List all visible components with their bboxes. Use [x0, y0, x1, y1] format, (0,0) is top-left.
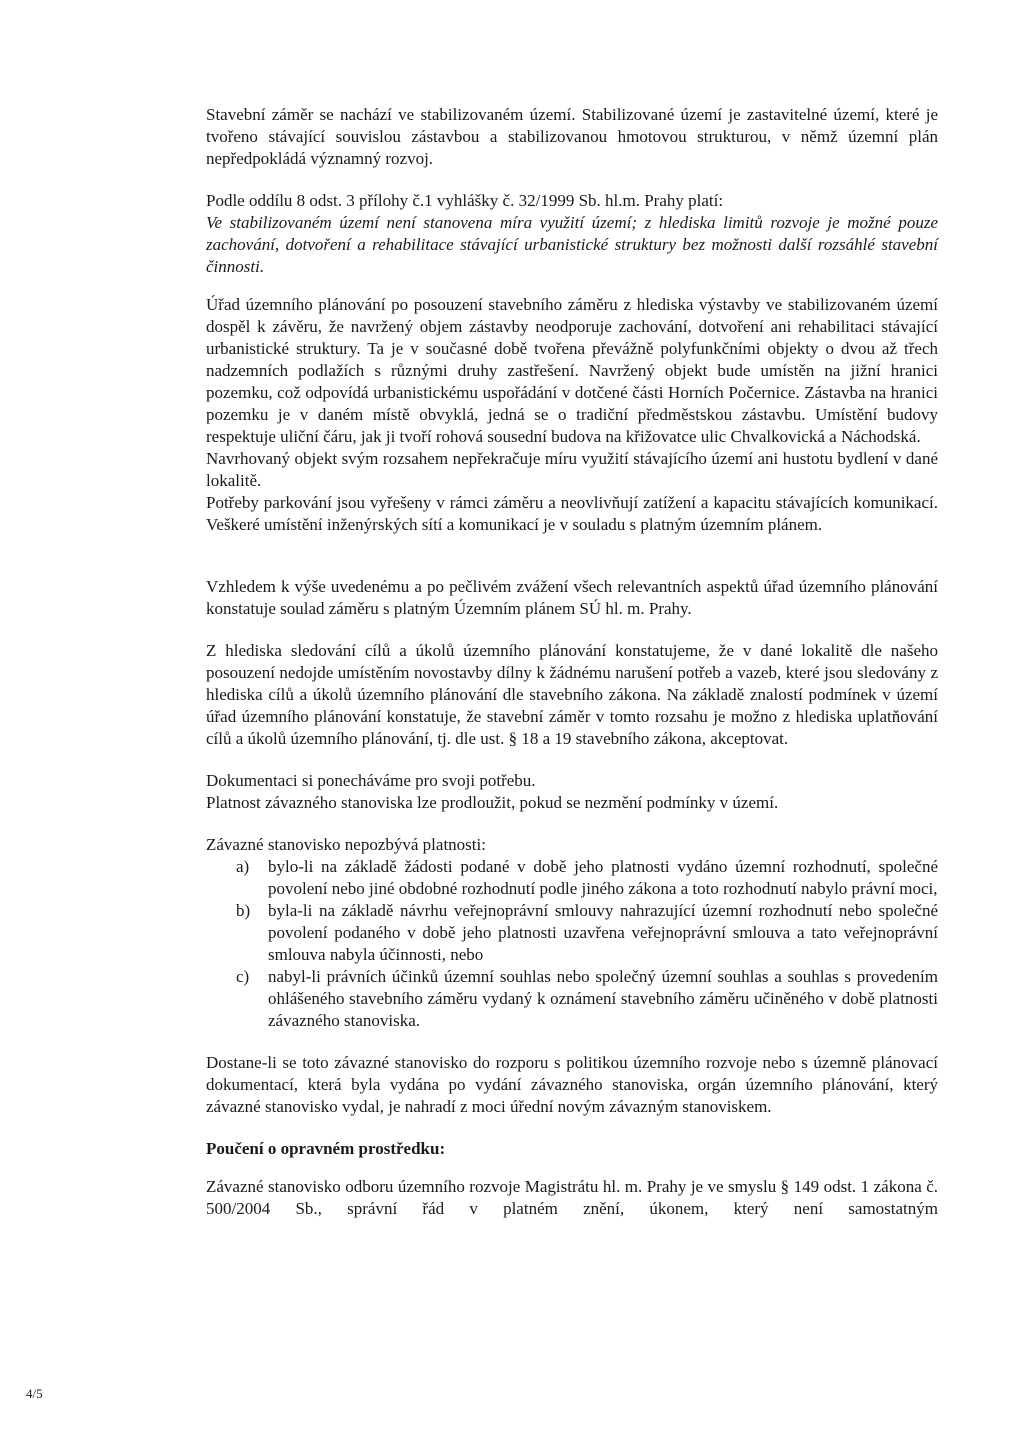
remedy-heading: Poučení o opravném prostředku:	[206, 1139, 446, 1158]
goals-paragraph: Z hlediska sledování cílů a úkolů územního plánování konstatujeme, že v dané lokalitě dle našeho posouzení nedojde umístěním novostavby dílny k žádnému narušení potřeb a vazeb, které jsou sledovány z hlediska cílů a úkolů územního plánování dle stavebního zákona. Na základě znalostí podmínek v území úřad územního plánování konstatuje, že stavební záměr v tomto rozsahu je možno z hlediska uplatňování cílů a úkolů územního plánování, tj. dle ust. § 18 a 19 stavebního zákona, akceptovat.	[206, 641, 938, 748]
documentation-line: Dokumentaci si ponecháváme pro svoji potřebu.	[206, 771, 536, 790]
regulation-quote: Ve stabilizovaném území není stanovena míra využití území; z hlediska limitů rozvoje je možné pouze zachování, dotvoření a rehabilitace stávající urbanistické struktury bez možnosti další rozsáhlé stavební činnosti.	[206, 213, 938, 276]
expiry-condition-marker: a)	[236, 857, 250, 876]
validity-line: Platnost závazného stanoviska lze prodloužit, pokud se nezmění podmínky v území.	[206, 793, 779, 812]
page-number: 4/5	[26, 1386, 43, 1401]
intro-paragraph: Stavební záměr se nachází ve stabilizovaném území. Stabilizované území je zastavitelné území, které je tvořeno stávající souvislou zástavbou a stabilizovanou hmotovou strukturou, v němž územní plán nepředpokládá významný rozvoj.	[206, 105, 938, 168]
expiry-condition-item	[206, 856, 938, 900]
expiry-condition-text: bylo-li na základě žádosti podané v době jeho platnosti vydáno územní rozhodnutí, společné povolení nebo jiné obdobné rozhodnutí podle jiného zákona a toto rozhodnutí nabylo právní moci,	[268, 857, 938, 898]
expiry-condition-text: byla-li na základě návrhu veřejnoprávní smlouvy nahrazující územní rozhodnutí nebo společné povolení podaného v době jeho platnosti uzavřena veřejnoprávní smlouva a tato veřejnoprávní smlouva nabyla účinnosti, nebo	[268, 901, 938, 964]
expiry-conditions-list	[206, 856, 938, 1032]
regulation-reference: Podle oddílu 8 odst. 3 přílohy č.1 vyhlášky č. 32/1999 Sb. hl.m. Prahy platí:	[206, 191, 724, 210]
expiry-condition-text: nabyl-li právních účinků územní souhlas nebo společný územní souhlas a souhlas s provedením ohlášeného stavebního záměru vydaný k oznámení stavebního záměru učiněného v době platnosti závazného stanoviska.	[268, 967, 938, 1030]
remedy-paragraph: Závazné stanovisko odboru územního rozvoje Magistrátu hl. m. Prahy je ve smyslu § 149 odst. 1 zákona č. 500/2004 Sb., správní řád v platném znění, úkonem, který není samostatným	[206, 1177, 938, 1218]
assessment-paragraph: Úřad územního plánování po posouzení stavebního záměru z hlediska výstavby ve stabilizovaném území dospěl k závěru, že navržený objem zástavby neodporuje zachování, dotvoření ani rehabilitaci stávající urbanistické struktury. Ta je v současné době tvořena převážně polyfunkčními objekty o dvou až třech nadzemních podlažích s různými druhy zastřešení. Navržený objekt bude umístěn na jižní hranici pozemku, což odpovídá urbanistickému uspořádání v dotčené části Horních Počernice. Zástavba na hranici pozemku je v daném místě obvyklá, jedná se o tradiční předměstskou zástavbu. Umístění budovy respektuje uliční čáru, jak ji tvoří rohová sousední budova na křižovatce ulic Chvalkovická a Náchodská.	[206, 295, 938, 446]
parking-paragraph: Potřeby parkování jsou vyřešeny v rámci záměru a neovlivňují zatížení a kapacitu stávajících komunikací. Veškeré umístění inženýrských sítí a komunikací je v souladu s platným územním plánem.	[206, 493, 938, 534]
capacity-paragraph: Navrhovaný objekt svým rozsahem nepřekračuje míru využití stávajícího území ani hustotu bydlení v dané lokalitě.	[206, 449, 938, 490]
expiry-intro: Závazné stanovisko nepozbývá platnosti:	[206, 835, 486, 854]
expiry-condition-marker: c)	[236, 967, 250, 986]
expiry-condition-item	[206, 900, 938, 966]
conformity-paragraph: Vzhledem k výše uvedenému a po pečlivém zvážení všech relevantních aspektů úřad územního plánování konstatuje soulad záměru s platným Územním plánem SÚ hl. m. Prahy.	[206, 577, 938, 618]
document-body	[206, 104, 938, 1220]
expiry-condition-marker: b)	[236, 901, 251, 920]
expiry-condition-item	[206, 966, 938, 1032]
conflict-paragraph: Dostane-li se toto závazné stanovisko do rozporu s politikou územního rozvoje nebo s územně plánovací dokumentací, která byla vydána po vydání závazného stanoviska, orgán územního plánování, který závazné stanovisko vydal, je nahradí z moci úřední novým závazným stanoviskem.	[206, 1053, 938, 1116]
